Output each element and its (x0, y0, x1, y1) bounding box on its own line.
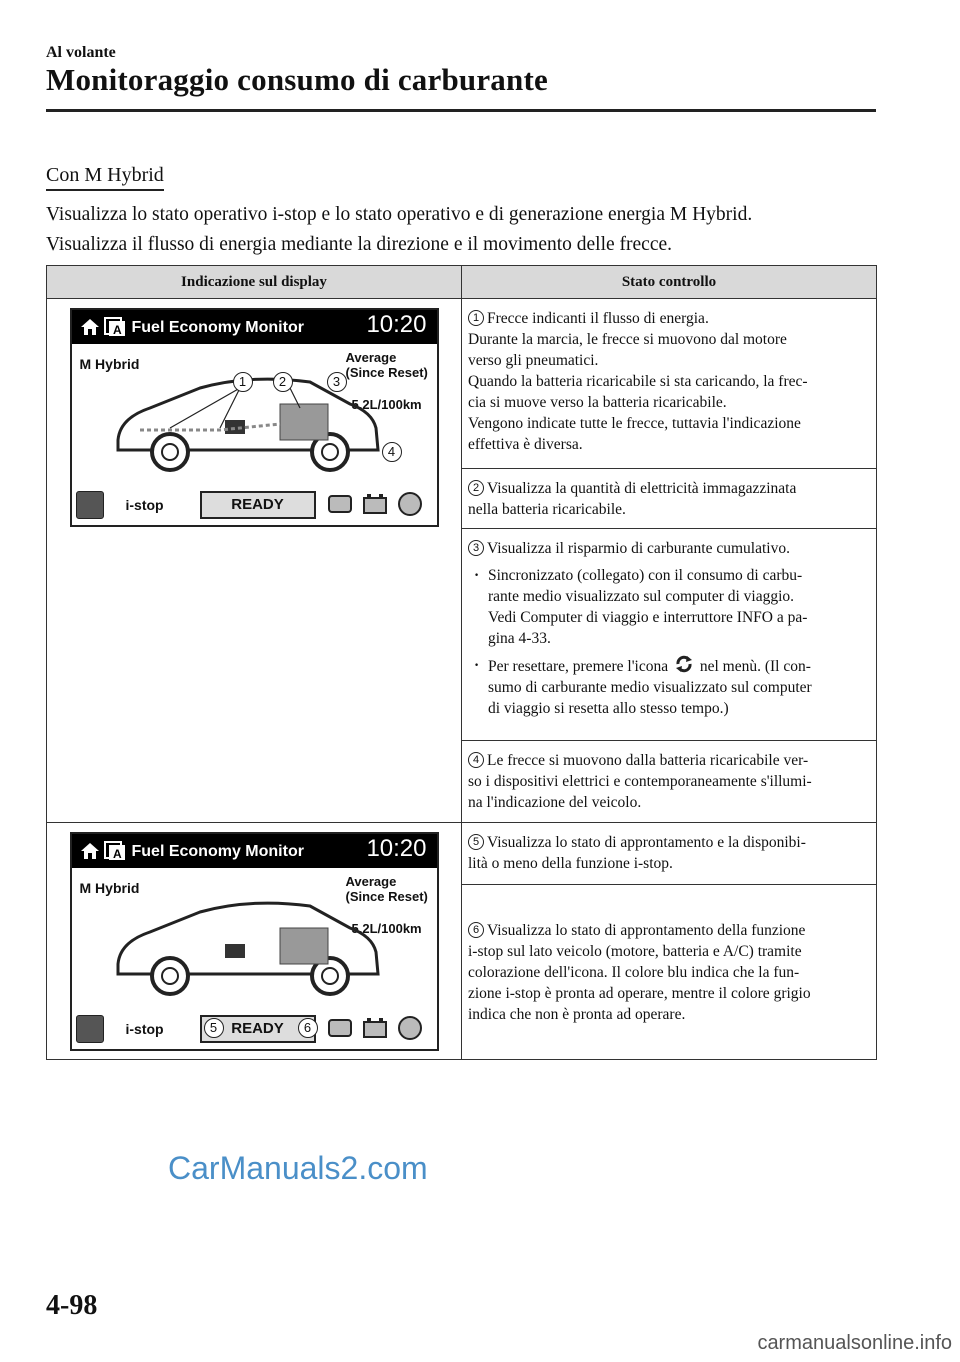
item-1-line: Vengono indicate tutte le frecce, tuttavia l'indicazione (468, 415, 801, 432)
expand-icon (76, 491, 104, 519)
item-number-4: 4 (468, 752, 484, 768)
battery-icon (361, 1015, 389, 1041)
section-label: Al volante (46, 44, 116, 61)
display-cell-2 (47, 823, 462, 1060)
screen-title: Fuel Economy Monitor (131, 319, 304, 336)
screen-title: Fuel Economy Monitor (131, 843, 304, 860)
fuel-monitor-screen-1 (70, 308, 439, 527)
average-label-line: (Since Reset) (345, 365, 428, 380)
item-3-text: Visualizza il risparmio di carburante cumulativo. (487, 540, 790, 557)
item-6-line: indica che non è pronta ad operare. (468, 1006, 686, 1024)
ready-indicator: READY (200, 491, 316, 519)
average-value: 5.2L/100km (351, 397, 422, 412)
footer-site-link[interactable]: carmanualsonline.info (757, 1332, 952, 1354)
title-rule (46, 109, 876, 112)
item-6-line: zione i-stop è pronta ad operare, mentre il colore grigio (468, 985, 811, 1003)
item-4-line: na l'indicazione del veicolo. (468, 794, 642, 811)
callout-1: 1 (233, 372, 253, 392)
bullet-line: sumo di carburante medio visualizzato sul computer (488, 679, 812, 696)
screen-header-bar (72, 310, 437, 344)
column-header-status: Stato controllo (462, 266, 877, 299)
bullet-item (468, 565, 870, 649)
item-6-line: colorazione dell'icona. Il colore blu indica che la fun- (468, 964, 800, 982)
car-outline-icon (110, 368, 400, 478)
ac-icon (396, 491, 424, 517)
bullet-line: di viaggio si resetta allo stesso tempo.) (488, 700, 729, 717)
bullet-line: Per resettare, premere l'icona (488, 658, 669, 675)
item-1-line: Durante la marcia, le frecce si muovono dal motore (468, 331, 787, 348)
bullet-line: gina 4-33. (488, 630, 551, 647)
item-number-3: 3 (468, 540, 484, 556)
screen-header-bar (72, 834, 437, 868)
item-6-line: Visualizza lo stato di approntamento della funzione (487, 922, 806, 940)
app-a-icon (104, 841, 126, 861)
bullet-line: Vedi Computer di viaggio e interruttore INFO a pa- (488, 609, 808, 626)
intro-line: Visualizza lo stato operativo i-stop e lo stato operativo e di generazione energia M Hybrid. (46, 204, 753, 225)
average-label-line: Average (345, 874, 397, 889)
page-number: 4-98 (46, 1290, 98, 1321)
bullet-item (468, 655, 870, 719)
app-a-icon (104, 317, 126, 337)
callout-2: 2 (273, 372, 293, 392)
engine-icon (326, 491, 354, 517)
bullet-line: nel menù. (Il con- (699, 658, 811, 675)
item-4-line: Le frecce si muovono dalla batteria ricaricabile ver- (487, 752, 809, 769)
istop-label: i-stop (125, 497, 164, 513)
item-5-line: Visualizza lo stato di approntamento e la disponibi- (487, 834, 806, 851)
info-table (46, 265, 877, 1060)
svg-text:A: A (112, 847, 122, 861)
istop-label: i-stop (125, 1021, 164, 1037)
item-6-line: i-stop sul lato veicolo (motore, batteria e A/C) tramite (468, 943, 802, 961)
fuel-monitor-screen-2 (70, 832, 439, 1051)
callout-4: 4 (382, 442, 402, 462)
engine-icon (326, 1015, 354, 1041)
item-1-line: effettiva è diversa. (468, 436, 583, 453)
item-number-1: 1 (468, 310, 484, 326)
item-2-line: nella batteria ricaricabile. (468, 501, 626, 518)
car-outline-icon (110, 892, 400, 1002)
item-3-description (462, 529, 877, 741)
screen-time: 10:20 (366, 311, 427, 338)
item-1-line: Quando la batteria ricaricabile si sta caricando, la frec- (468, 373, 808, 390)
item-4-description (462, 741, 877, 823)
column-header-display: Indicazione sul display (47, 266, 462, 299)
item-5-description (462, 823, 877, 885)
item-number-5: 5 (468, 834, 484, 850)
callout-5: 5 (204, 1018, 224, 1038)
home-icon (80, 317, 100, 337)
item-6-description (462, 885, 877, 1060)
screen-mode-label: M Hybrid (79, 880, 140, 896)
intro-text (46, 200, 876, 260)
screen-mode-label: M Hybrid (79, 356, 140, 372)
item-2-description (462, 469, 877, 529)
callout-6: 6 (298, 1018, 318, 1038)
item-1-line: verso gli pneumatici. (468, 352, 599, 369)
bullet-line: rante medio visualizzato sul computer di viaggio. (488, 588, 795, 605)
item-3-bullets (468, 565, 870, 719)
callout-3: 3 (327, 372, 347, 392)
average-label-line: (Since Reset) (345, 889, 428, 904)
item-1-line: Frecce indicanti il flusso di energia. (487, 310, 709, 327)
average-value: 5.2L/100km (351, 921, 422, 936)
item-2-line: Visualizza la quantità di elettricità immagazzinata (487, 480, 797, 497)
battery-icon (361, 491, 389, 517)
expand-icon (76, 1015, 104, 1043)
page-title: Monitoraggio consumo di carburante (46, 62, 548, 97)
svg-text:A: A (112, 323, 122, 337)
item-1-line: cia si muove verso la batteria ricaricabile. (468, 394, 727, 411)
item-4-line: so i dispositivi elettrici e contemporaneamente s'illumi- (468, 773, 812, 790)
reset-icon (674, 655, 694, 673)
item-number-6: 6 (468, 922, 484, 938)
home-icon (80, 841, 100, 861)
item-number-2: 2 (468, 480, 484, 496)
bullet-line: Sincronizzato (collegato) con il consumo di carbu- (488, 567, 803, 584)
item-1-description (462, 299, 877, 469)
intro-line: Visualizza il flusso di energia mediante la direzione e il movimento delle frecce. (46, 234, 673, 255)
ready-indicator: READY (200, 1015, 316, 1043)
average-label-line: Average (345, 350, 397, 365)
screen-bottom-bar (76, 491, 433, 519)
sub-heading: Con M Hybrid (46, 164, 164, 191)
ac-icon (396, 1015, 424, 1041)
item-5-line: lità o meno della funzione i-stop. (468, 855, 673, 872)
watermark-link[interactable]: CarManuals2.com (168, 1150, 428, 1186)
screen-time: 10:20 (366, 835, 427, 862)
screen-bottom-bar (76, 1015, 433, 1043)
display-cell-1 (47, 299, 462, 823)
